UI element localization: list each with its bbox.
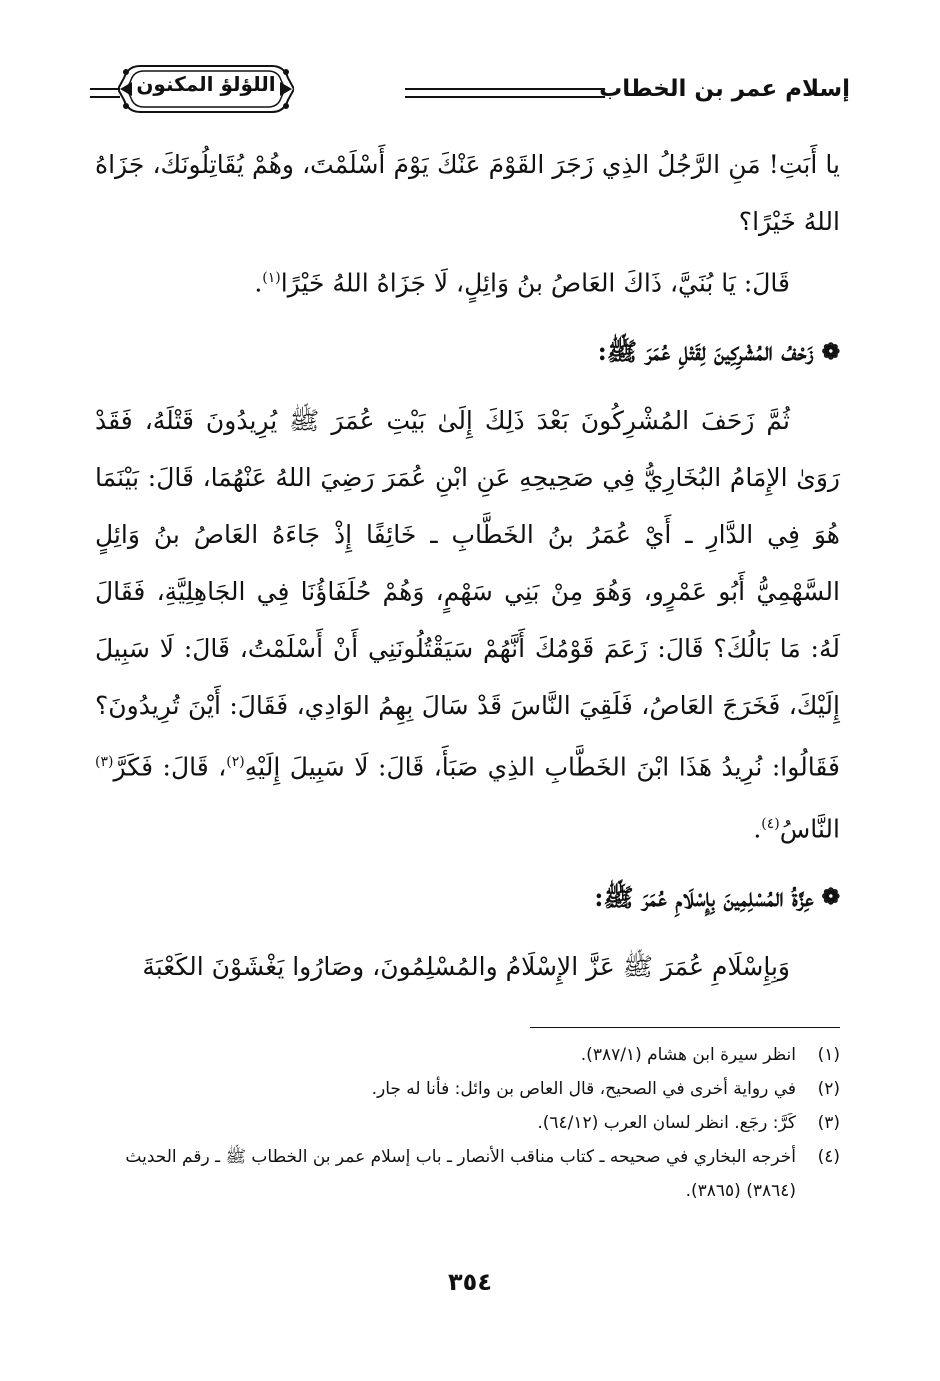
- footnote-ref: (٤): [761, 815, 780, 832]
- flower-bullet-icon: ❁: [821, 338, 840, 365]
- heading-text: زَحْفُ المُشْرِكِينَ لِقَتْلِ عُمَرَ ﷺ:: [597, 337, 814, 367]
- footnote-text: انظر سيرة ابن هشام (٣٨٧/١).: [580, 1045, 796, 1065]
- paragraph-text: النَّاسُ: [779, 813, 840, 843]
- header-rule-left: [90, 88, 120, 98]
- punctuation: .: [753, 813, 762, 843]
- book-title: اللؤلؤ المكنون: [136, 72, 276, 96]
- footnote-number: (١): [817, 1045, 840, 1065]
- paragraph: [95, 136, 840, 250]
- page-number: ٣٥٤: [448, 1268, 492, 1296]
- section-title: إسلام عمر بن الخطاب: [599, 76, 850, 102]
- paragraph-text: ثُمَّ زَحَفَ المُشْرِكُونَ بَعْدَ ذَلِكَ إِلَىٰ بَيْتِ عُمَرَ ﷺ يُرِيدُونَ قَتْلَهُ، فَقَدْ رَوَىٰ الإِمَامُ البُخَارِيُّ فِي صَحِيحِهِ عَنِ ابْنِ عُمَرَ رَضِيَ اللهُ عَنْهُمَا، قَالَ: بَيْنَمَا هُوَ فِي الدَّارِ ـ أَيْ عُمَرُ بنُ الخَطَّابِ ـ خَائِفًا إِذْ جَاءَهُ العَاصُ بنُ وَائِلٍ السَّهْمِيُّ أَبُو عَمْرٍو، وَهُوَ مِنْ بَنِي سَهْمٍ، وَهُمْ حُلَفَاؤُنَا فِي الجَاهِلِيَّةِ، فَقَالَ لَهُ: مَا بَالُكَ؟ قَالَ: زَعَمَ قَوْمُكَ أَنَّهُمْ سَيَقْتُلُونَنِي أَنْ أَسْلَمْتُ، قَالَ: لَا سَبِيلَ إِلَيْكَ، فَخَرَجَ العَاصُ، فَلَقِيَ النَّاسَ قَدْ سَالَ بِهِمُ الوَادِي، فَقَالَ: أَيْنَ تُرِيدُونَ؟ فَقَالُوا: نُرِيدُ هَذَا ابْنَ الخَطَّابِ الذِي صَبَأَ، قَالَ: لَا سَبِيلَ إِلَيْهِ: [95, 406, 840, 782]
- header-rule-right: [405, 88, 605, 98]
- footnote-text: أخرجه البخاري في صحيحه ـ كتاب مناقب الأنصار ـ باب إسلام عمر بن الخطاب ﷺ ـ رقم الحديث (٣٨٦٤) (٣٨٦٥).: [125, 1147, 796, 1201]
- punctuation: .: [254, 268, 263, 298]
- footnote: [95, 1106, 840, 1140]
- footnote-ref: (١): [262, 270, 281, 286]
- footnote-ref: (٣): [95, 754, 114, 771]
- footnote-number: (٣): [817, 1113, 840, 1133]
- footnote: [95, 1038, 840, 1072]
- paragraph-text: ، قَالَ: فَكَرَّ: [113, 752, 227, 782]
- paragraph-text: يا أَبَتِ! مَنِ الرَّجُلُ الذِي زَجَرَ القَوْمَ عَنْكَ يَوْمَ أَسْلَمْتَ، وهُمْ يُقَاتِلُونَكَ، جَزَاهُ اللهُ خَيْرًا؟: [95, 150, 840, 236]
- footnote-number: (٢): [817, 1079, 840, 1099]
- paragraph: [95, 392, 840, 857]
- footnote-text: في رواية أخرى في الصحيح، قال العاص بن وائل: فأنا له جار.: [371, 1079, 796, 1099]
- section-heading: [95, 869, 840, 926]
- footnote-number: (٤): [817, 1147, 840, 1167]
- paragraph: [95, 938, 840, 995]
- footnote: [95, 1072, 840, 1106]
- flower-bullet-icon: ❁: [821, 884, 840, 911]
- paragraph-text: قَالَ: يَا بُنَيَّ، ذَاكَ العَاصُ بنُ وَائِلٍ، لَا جَزَاهُ اللهُ خَيْرًا: [280, 268, 790, 298]
- paragraph: [95, 250, 840, 311]
- book-title-cartouche: [118, 58, 294, 120]
- main-text: [95, 136, 840, 995]
- paragraph-text: وَبِإِسْلَامِ عُمَرَ ﷺ عَزَّ الإِسْلَامُ والمُسْلِمُونَ، وصَارُوا يَغْشَوْنَ الكَعْبَةَ: [142, 951, 790, 981]
- footnote-text: كَرَّ: رجَع. انظر لسان العرب (٦٤/١٢).: [537, 1113, 796, 1133]
- page-header: [90, 58, 850, 134]
- footnote-separator: [530, 1027, 840, 1028]
- footnote-ref: (٢): [226, 754, 245, 771]
- section-heading: [95, 323, 840, 380]
- footnotes: [95, 1038, 840, 1208]
- heading-text: عِزَّةُ المُسْلِمِينَ بِإِسْلَامِ عُمَرَ ﷺ:: [594, 882, 814, 912]
- footnote: [95, 1140, 840, 1208]
